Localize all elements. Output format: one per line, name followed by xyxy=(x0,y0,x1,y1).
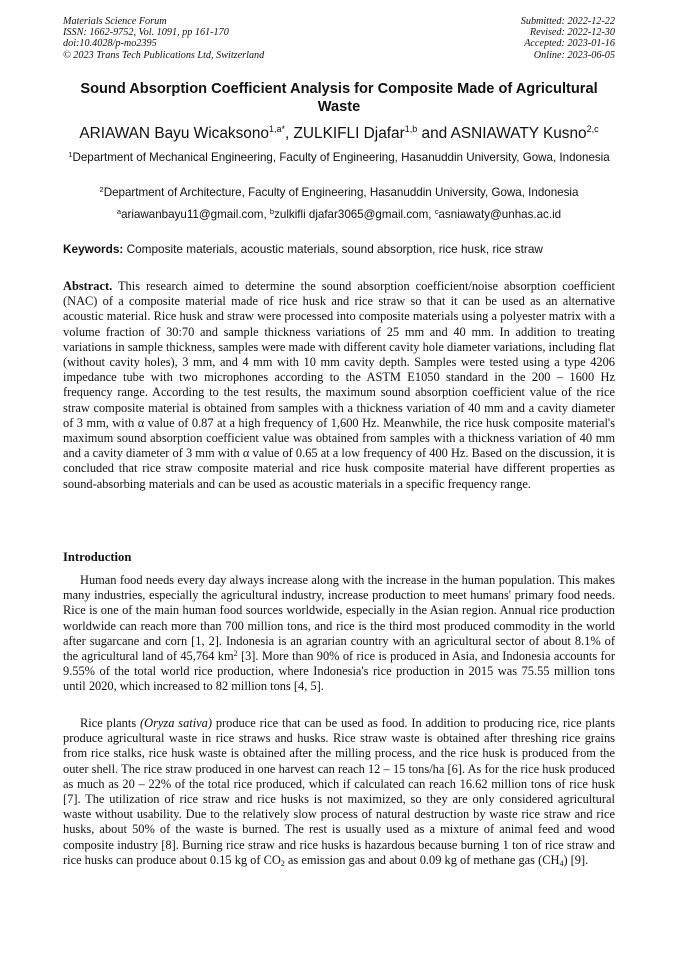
email-list: $^a$ariawanbayu11@gmail.com, $^b$zulkifli djafar3065@gmail.com, $^c$asniawaty@unhas.ac.id xyxy=(116,207,562,221)
body-paragraph xyxy=(63,716,615,868)
section-heading: Introduction xyxy=(63,550,132,564)
affiliation-text: Department of Mechanical Engineering, Faculty of Engineering, Hasanuddin University, Gowa, Indonesia xyxy=(72,151,610,164)
journal-name: Materials Science Forum xyxy=(63,16,167,27)
doi: doi:10.4028/p-mo2395 xyxy=(63,38,157,50)
paragraph-text: as emission gas and about 0.09 kg of methane gas (CH xyxy=(284,852,560,867)
affiliation xyxy=(63,150,615,166)
paragraph-text: [3]. More than 90% of rice is produced in Asia, and Indonesia accounts for 9.55% of the total world rice production, where Indonesia's rice production in 2015 was 75.55 million tons until 2020, which increased to 82 million tons [4, 5]. xyxy=(63,649,615,694)
abstract-label: Abstract. xyxy=(63,279,113,293)
revised-date: Revised: 2022-12-30 xyxy=(529,27,615,39)
copyright: © 2023 Trans Tech Publications Ltd, Switzerland xyxy=(63,49,265,61)
online-date: Online: 2023-06-05 xyxy=(533,49,615,61)
email-marker: b xyxy=(269,207,275,216)
journal-info xyxy=(63,16,264,61)
publication-dates xyxy=(521,16,615,61)
affiliation-text: Department of Architecture, Faculty of Engineering, Hasanuddin University, Gowa, Indonesia xyxy=(103,186,579,199)
abstract xyxy=(63,279,615,492)
paper-title: Sound Absorption Coefficient Analysis for Composite Made of Agricultural Waste xyxy=(80,81,598,115)
accepted-date: Accepted: 2023-01-16 xyxy=(524,38,615,50)
author-name: ZULKIFLI Djafar xyxy=(293,125,405,142)
author-separator: and xyxy=(417,125,451,142)
email-link[interactable]: zulkifli djafar3065@gmail.com xyxy=(274,208,429,221)
email-link[interactable]: ariawanbayu11@gmail.com xyxy=(121,208,264,221)
issn-volume: ISSN: 1662-9752, Vol. 1091, pp 161-170 xyxy=(63,27,229,39)
paragraph-text: Rice plants xyxy=(80,716,140,730)
author-superscript: 2,c xyxy=(586,124,599,134)
submitted-date: Submitted: 2022-12-22 xyxy=(520,16,615,27)
affiliation-marker: 1 xyxy=(68,150,73,159)
author-superscript: 1,a* xyxy=(268,124,285,134)
email-marker: c xyxy=(434,207,439,216)
subscript: 4 xyxy=(559,858,564,868)
email-marker: a xyxy=(116,207,122,216)
keywords xyxy=(63,241,615,257)
keywords-label: Keywords: xyxy=(63,242,124,256)
keywords-text: Composite materials, acoustic materials, sound absorption, rice husk, rice straw xyxy=(126,242,543,256)
affiliation xyxy=(63,185,615,201)
author-name: ARIAWAN Bayu Wicaksono xyxy=(79,125,269,142)
affiliation-marker: 2 xyxy=(99,185,104,194)
paragraph-text: produce rice that can be used as food. In addition to producing rice, rice plants produce agricultural waste in rice straws and husks. Rice straw waste is obtained after threshing rice grains from rice stalks, rice husk waste is obtained after the milling process, and the rice husk is produced from the outer shell. The rice straw produced in one harvest can reach 12 – 15 tons/ha [6]. As for the rice husk produced as much as 20 – 22% of the total rice produced, which if calculated can reach 16.62 million tons of rice husk [7]. The utilization of rice straw and rice husks is not maximized, so they are only considered agricultural waste without usability. Due to the relatively slow process of natural destruction by waste rice straw and rice husks, about 50% of the waste is burned. The rest is usually used as a mixture of animal feed and wood composite industry [8]. Burning rice straw and rice husks is hazardous because burning 1 ton of rice straw and rice husks can produce about 0.15 kg of CO xyxy=(63,716,616,867)
author-superscript: 1,b xyxy=(404,124,418,134)
paragraph-text: Human food needs every day always increase along with the increase in the human population. This makes many industries, especially the agricultural industry, increase production to meet humans' primary food needs. Rice is one of the main human food sources worldwide, especially in the Asian region. Annual rice production worldwide can reach more than 700 million tons, and rice is the third most produced commodity in the world after sugarcane and corn [1, 2]. Indonesia is an agrarian country with an agricultural sector of about 8.1% of the agricultural land of 45,764 km xyxy=(63,573,615,664)
subscript: 2 xyxy=(280,858,285,868)
author-name: ASNIAWATY Kusno xyxy=(450,125,587,142)
author-list xyxy=(40,124,638,143)
author-separator: , xyxy=(284,125,294,142)
body-paragraph xyxy=(63,573,615,695)
paragraph-text: ) [9]. xyxy=(563,852,589,867)
email-link[interactable]: asniawaty@unhas.ac.id xyxy=(438,208,562,221)
superscript: 2 xyxy=(233,649,238,659)
abstract-text: This research aimed to determine the sound absorption coefficient/noise absorption coefficient (NAC) of a composite material made of rice husk and rice straw so that it can be used as an alternative acoustic material. Rice husk and straw were processed into composite materials using a polyester matrix with a volume fraction of 30:70 and sample thickness variations of 25 mm and 40 mm. In addition to treating variations in sample thickness, samples were made with different cavity hole diameter variations, including flat (without cavity holes), 3 mm, and 4 mm with 10 mm cavity depth. Samples were tested using a type 4206 impedance tube with two microphones according to the ASTM E1050 standard in the 200 – 1600 Hz frequency range. According to the test results, the maximum sound absorption coefficient value of the rice straw composite material is obtained from samples with a thickness variation of 40 mm and a cavity diameter of 3 mm, with α value of 0.87 at a high frequency of 1,600 Hz. Meanwhile, the rice husk composite material's maximum sound absorption coefficient value was obtained from samples with a thickness variation of 40 mm and a cavity diameter of 3 mm with α value of 0.65 at a low frequency of 400 Hz. Based on the discussion, it is concluded that rice straw composite material and rice husk composite material have different properties as sound-absorbing materials and can be used as acoustic materials in a specific frequency range. xyxy=(63,279,616,491)
scientific-name: (Oryza sativa) xyxy=(140,716,212,730)
